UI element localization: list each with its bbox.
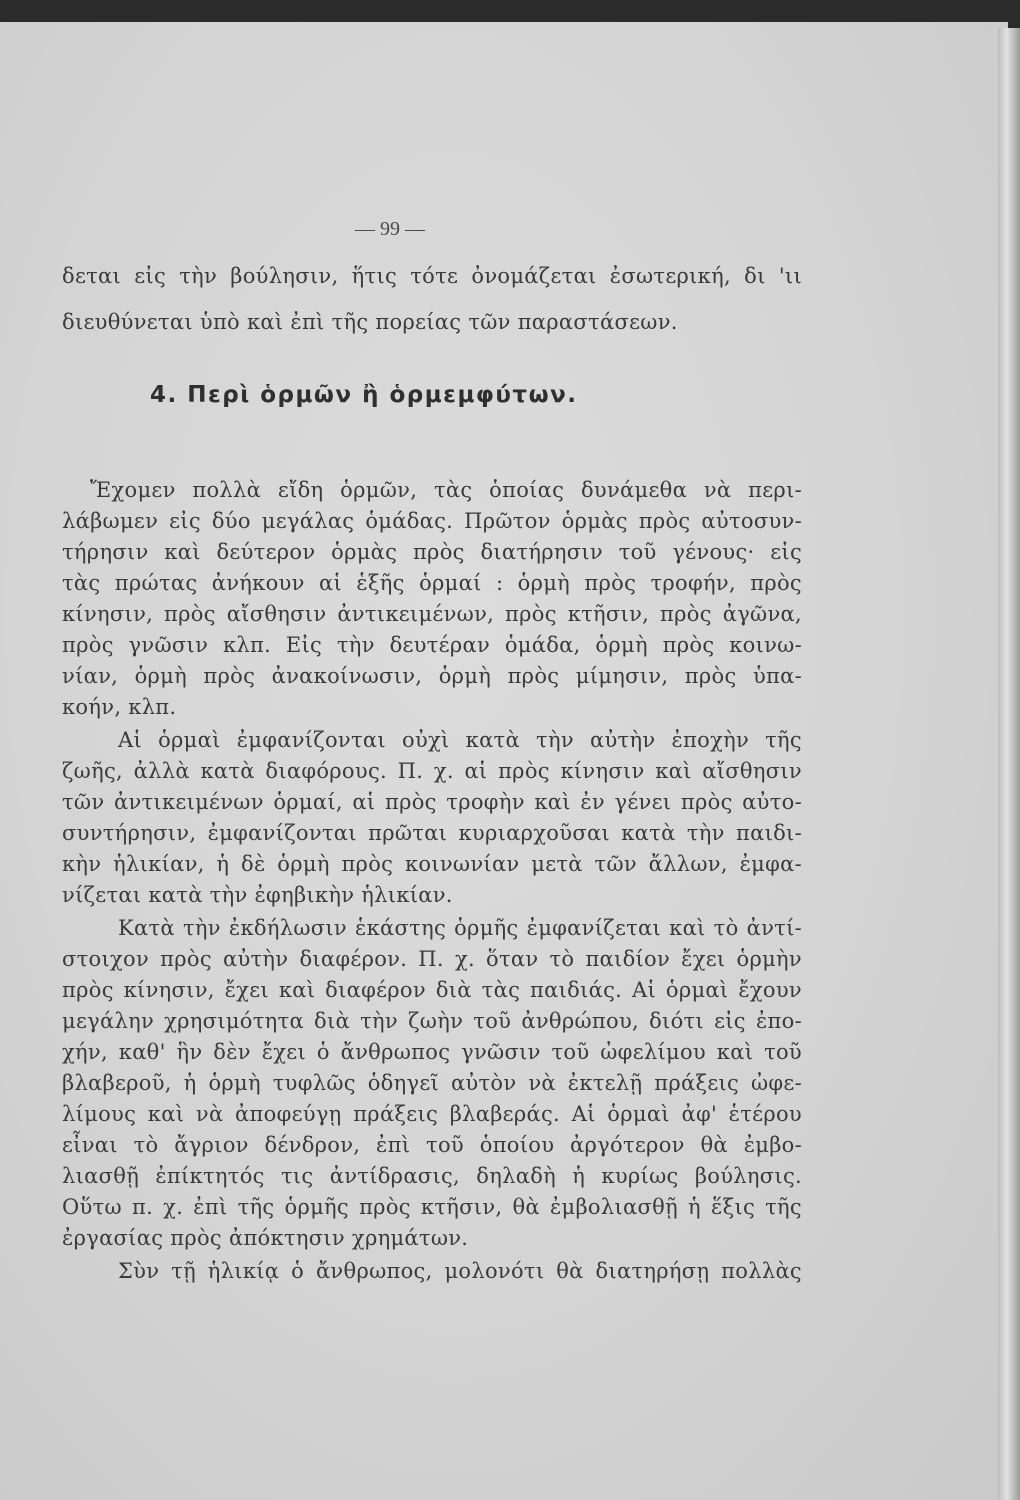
text-line: Οὕτω π. χ. ἐπὶ τῆς ὁρμῆς πρὸς κτῆσιν, θὰ ἐμβολιασθῇ ἡ ἕξις τῆς — [62, 1195, 802, 1219]
section-heading: 4. Περὶ ὁρμῶν ἢ ὁρμεμφύτων. — [150, 382, 578, 408]
text-line: μεγάλην χρησιμότητα διὰ τὴν ζωὴν τοῦ ἀνθρώπου, διότι εἰς ἐπο- — [62, 1009, 802, 1033]
text-line: λίμους καὶ νὰ ἀποφεύγῃ πράξεις βλαβεράς. Αἱ ὁρμαὶ ἀφ' ἑτέρου — [62, 1102, 802, 1126]
text-line: ἐργασίας πρὸς ἀπόκτησιν χρημάτων. — [62, 1226, 469, 1250]
text-line: πρὸς κίνησιν, ἔχει καὶ διαφέρον διὰ τὰς παιδιάς. Αἱ ὁρμαὶ ἔχουν — [62, 978, 802, 1002]
text-line: Κατὰ τὴν ἐκδήλωσιν ἑκάστης ὁρμῆς ἐμφανίζεται καὶ τὸ ἀντί- — [118, 916, 802, 940]
text-line: στοιχον πρὸς αὐτὴν διαφέρον. Π. χ. ὅταν τὸ παιδίον ἔχει ὁρμὴν — [62, 947, 802, 971]
text-line: τῶν ἀντικειμένων ὁρμαί, αἱ πρὸς τροφὴν καὶ ἐν γένει πρὸς αὐτο- — [62, 790, 802, 814]
page-number: — 99 — — [355, 218, 425, 240]
text-line: πρὸς γνῶσιν κλπ. Εἰς τὴν δευτέραν ὁμάδα, ὁρμὴ πρὸς κοινω- — [62, 633, 802, 657]
text-line: τὰς πρώτας ἀνήκουν αἱ ἑξῆς ὁρμαί : ὁρμὴ πρὸς τροφήν, πρὸς — [62, 571, 802, 595]
text-line: νίζεται κατὰ τὴν ἐφηβικὴν ἡλικίαν. — [62, 883, 453, 907]
text-line: ζωῆς, ἀλλὰ κατὰ διαφόρους. Π. χ. αἱ πρὸς κίνησιν καὶ αἴσθησιν — [62, 759, 802, 783]
text-line: τήρησιν καὶ δεύτερον ὁρμὰς πρὸς διατήρησιν τοῦ γένους· εἰς — [62, 540, 802, 564]
text-line: βλαβεροῦ, ἡ ὁρμὴ τυφλῶς ὁδηγεῖ αὐτὸν νὰ ἐκτελῇ πράξεις ὠφε- — [62, 1071, 802, 1095]
text-line: εἶναι τὸ ἄγριον δένδρον, ἐπὶ τοῦ ὁποίου ἀργότερον θὰ ἐμβο- — [62, 1133, 802, 1157]
book-page — [0, 22, 1008, 1500]
text-line: λάβωμεν εἰς δύο μεγάλας ὁμάδας. Πρῶτον ὁρμὰς πρὸς αὐτοσυν- — [62, 509, 802, 533]
text-line: νίαν, ὁρμὴ πρὸς ἀνακοίνωσιν, ὁρμὴ πρὸς μίμησιν, πρὸς ὑπα- — [62, 664, 802, 688]
text-line: λιασθῇ ἐπίκτητός τις ἀντίδρασις, δηλαδὴ ἡ κυρίως βούλησις. — [62, 1164, 802, 1188]
text-line: χήν, καθ' ἣν δὲν ἔχει ὁ ἄνθρωπος γνῶσιν τοῦ ὠφελίμου καὶ τοῦ — [62, 1040, 802, 1064]
text-line: συντήρησιν, ἐμφανίζονται πρῶται κυριαρχοῦσαι κατὰ τὴν παιδι- — [62, 821, 802, 845]
text-line: δεται εἰς τὴν βούλησιν, ἥτις τότε ὀνομάζεται ἐσωτερική, δι 'ιι — [62, 264, 802, 288]
text-line: Αἱ ὁρμαὶ ἐμφανίζονται οὐχὶ κατὰ τὴν αὐτὴν ἐποχὴν τῆς — [118, 728, 802, 752]
text-line: Σὺν τῇ ἡλικίᾳ ὁ ἄνθρωπος, μολονότι θὰ διατηρήσῃ πολλὰς — [118, 1259, 802, 1283]
text-line: κίνησιν, πρὸς αἴσθησιν ἀντικειμένων, πρὸς κτῆσιν, πρὸς ἀγῶνα, — [62, 602, 802, 626]
page-edge-shadow — [998, 28, 1020, 1500]
text-line: κὴν ἡλικίαν, ἡ δὲ ὁρμὴ πρὸς κοινωνίαν μετὰ τῶν ἄλλων, ἐμφα- — [62, 852, 802, 876]
text-line: διευθύνεται ὑπὸ καὶ ἐπὶ τῆς πορείας τῶν παραστάσεων. — [62, 310, 678, 334]
text-line: Ἔχομεν πολλὰ εἴδη ὁρμῶν, τὰς ὁποίας δυνάμεθα νὰ περι- — [90, 478, 802, 502]
text-line: κοήν, κλπ. — [62, 695, 177, 719]
